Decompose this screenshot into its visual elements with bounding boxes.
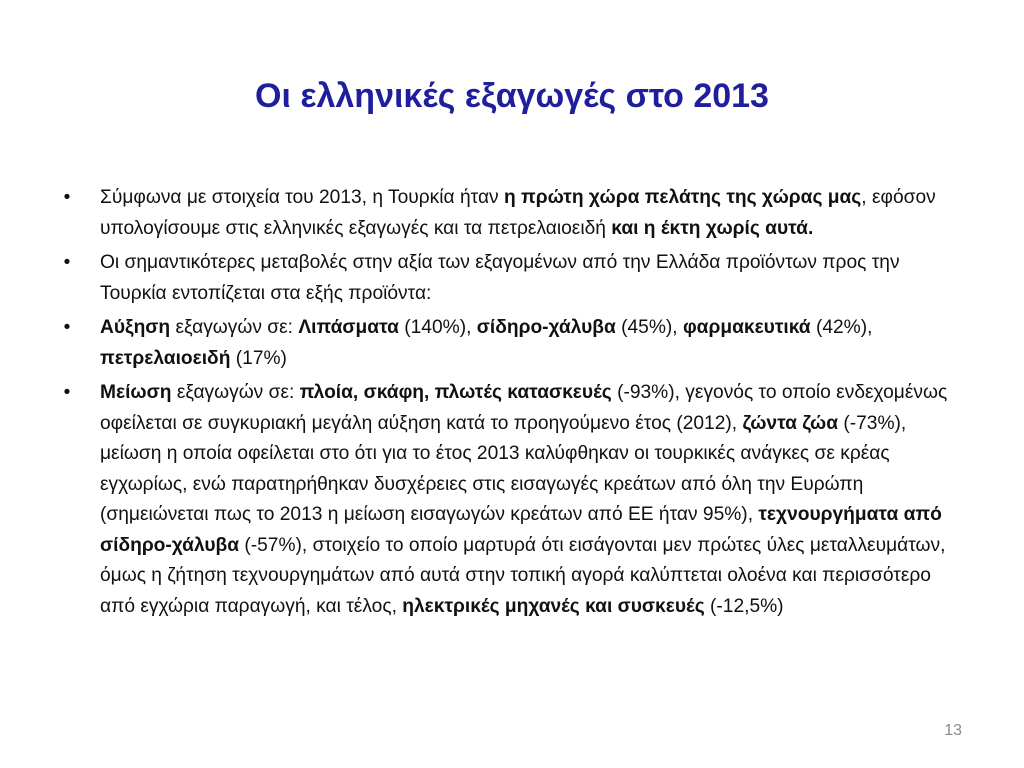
text-run: (140%), <box>398 317 477 338</box>
text-run: Οι σημαντικότερες μεταβολές στην αξία των εξαγομένων από την Ελλάδα προϊόντων προς την Τουρκία εντοπίζεται στα εξής προϊόντα: <box>100 252 900 304</box>
text-run: εξαγωγών σε: <box>171 382 300 403</box>
text-run-bold: τεχνουργήματα από σίδηρο-χάλυβα <box>100 504 942 556</box>
text-run: (-73%), μείωση η οποία οφείλεται στο ότι για το έτος 2013 καλύφθηκαν οι τουρκικές ανάγκες σε κρέας εγχωρίως, ενώ παρατηρήθηκαν δυσχέρειες στις εισαγωγές κρεάτων από όλη την Ευρώπη (σημειώνεται πως το 2013 η μείωση εισαγωγών κρεάτων από ΕΕ ήταν 95%), <box>100 412 907 525</box>
text-run: Σύμφωνα με στοιχεία του 2013, η Τουρκία ήταν <box>100 187 504 208</box>
bullet-dot-icon: • <box>63 252 71 273</box>
text-run-bold: σίδηρο-χάλυβα <box>476 317 616 338</box>
bullet-item-2 <box>60 248 960 309</box>
text-run-bold: πετρελαιοειδή <box>100 347 231 369</box>
bullet-item-3 <box>60 313 960 374</box>
slide-title: Οι ελληνικές εξαγωγές στο 2013 <box>255 77 769 115</box>
text-run: (42%), <box>810 317 873 338</box>
page-number: 13 <box>944 722 962 739</box>
text-run-bold: ηλεκτρικές μηχανές και συσκευές <box>402 595 705 617</box>
text-run: (-12,5%) <box>704 595 784 617</box>
text-run: εξαγωγών σε: <box>170 317 299 338</box>
text-run: (-93%), γεγονός το οποίο ενδεχομένως οφείλεται σε συγκυριακή μεγάλη αύξηση κατά το προηγούμενο έτος (2012), <box>100 382 948 434</box>
bullet-text <box>100 187 936 239</box>
bullet-dot-icon: • <box>63 187 71 208</box>
text-run-bold: ζώντα ζώα <box>742 412 839 434</box>
bullet-item-1 <box>60 183 960 244</box>
text-run: (-57%), στοιχείο το οποίο μαρτυρά ότι εισάγονται μεν πρώτες ύλες μεταλλευμάτων, όμως η ζήτηση τεχνουργημάτων από αυτά στην τοπική αγορά καλύπτεται ολοένα και περισσότερο από εγχώρια παραγωγή, και τέλος, <box>100 534 946 617</box>
bullet-text <box>100 317 872 369</box>
bullet-text <box>100 382 947 617</box>
text-run: (45%), <box>615 317 683 338</box>
text-run-bold: Αύξηση <box>100 317 171 338</box>
text-run: (17%) <box>230 347 287 369</box>
bullet-dot-icon: • <box>63 317 71 338</box>
text-run-bold: Μείωση <box>100 382 172 403</box>
text-run-bold: και η έκτη χωρίς αυτά. <box>611 217 814 239</box>
bullet-item-4 <box>60 378 960 622</box>
bullet-dot-icon: • <box>63 382 71 403</box>
text-run-bold: η πρώτη χώρα πελάτης της χώρας μας <box>503 187 862 208</box>
text-run-bold: πλοία, σκάφη, πλωτές κατασκευές <box>299 382 612 403</box>
text-run-bold: Λιπάσματα <box>298 317 399 338</box>
bullet-text <box>100 252 900 304</box>
bullet-list <box>60 183 960 626</box>
text-run: , εφόσον υπολογίσουμε στις ελληνικές εξαγωγές και τα πετρελαιοειδή <box>100 187 936 239</box>
text-run-bold: φαρμακευτικά <box>682 317 811 338</box>
